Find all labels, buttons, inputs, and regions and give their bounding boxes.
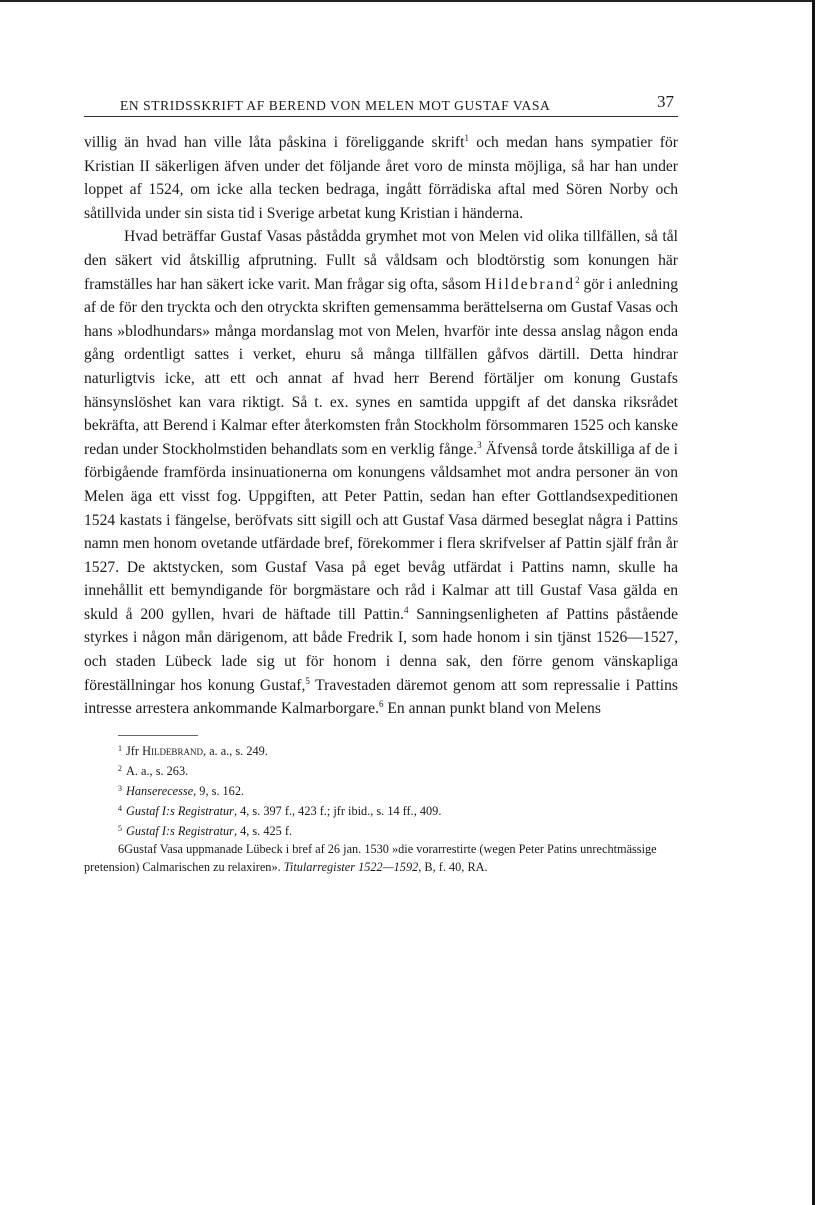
page-number: 37 [657,92,674,111]
paragraph-1: villig än hvad han ville låta påskina i föreliggande skrift$^1$ och medan hans sympatier för Kristian II säkerligen äfven under det följande året voro de minsta möjliga, så har han under loppet af 1524, om icke alla tecken bedraga, ingått förrädiska aftal med Sören Norby och såtillvida under sin sista tid i Sverige arbetat kung Kristian i händerna. [84,133,678,222]
footnote-5: $^5$ Gustaf I:s Registratur, 4, s. 425 f. [118,823,293,838]
author-name: Hildebrand [484,275,576,293]
paragraph-2: Hvad beträffar Gustaf Vasas påstådda grymhet mot von Melen vid olika tillfällen, så tål den säkert vid åtskillig afprutning. Fullt så våldsam och blodtörstig som konungen här framställes har han säkert icke varit. Man frågar sig ofta, såsom Hildebrand$^2$ gör i anledning af de för den tryckta och den otryckta skriften gemensamma berättelserna om Gustaf Vasas och hans »blodhundars» många mordanslag mot von Melen, hvarför inte dessa anslag någon enda gång ordentligt sattes i verket, ehuru så många tillfällen gåfvos därtill. Detta hindrar naturligtvis icke, att ett och annat af hvad herr Berend förtäljer om konung Gustafs hänsynslöshet kan vara riktigt. Så t. ex. synes en samtida uppgift af det danska riksrådet bekräfta, att Berend i Kalmar efter återkomsten från Stockholm försommaren 1525 och kanske redan under Stockholmstiden behandlats som en verklig fånge.$^3$ Äfvenså torde åtskilliga af de i förbigående framförda insinuationerna om konungens våldsamhet mot andra personer än von Melen äga ett visst fog. Uppgiften, att Peter Pattin, sedan han efter Gottlandsexpeditionen 1524 kastats i fängelse, beröfvats sitt sigill och att Gustaf Vasa därmed beseglat några i Pattins namn men honom ovetande utfärdade bref, förekommer i flera skrifvelser af Pattin själf från år 1527. De aktstycken, som Gustaf Vasa på eget bevåg utfärdat i Pattins namn, skulle ha innehållit ett bemyndigande för borgmästare och råd i Kalmar att till Gustaf Vasa gälda en skuld å 200 gyllen, hvari de häftade till Pattin.$^4$ Sanningsenligheten af Pattins påstående styrkes i någon mån därigenom, att både Fredrik I, som hade honom i sin tjänst 1526—1527, och staden Lübeck lade sig ut för honom i denna sak, den förre genom vänskapliga föreställningar hos konung Gustaf,$^5$ Travestaden däremot genom att som repressalie i Pattins intresse arrestera ankommande Kalmarborgare.$^6$ En annan punkt bland von Melens [84,228,678,718]
footnote-3: $^3$ Hanserecesse, 9, s. 162. [118,783,245,798]
footnote-ref-1: 1 [464,133,469,143]
header-title: EN STRIDSSKRIFT AF BEREND VON MELEN MOT GUSTAF VASA [120,98,551,113]
footnote-4: $^4$ Gustaf I:s Registratur, 4, s. 397 f., 423 f.; jfr ibid., s. 14 ff., 409. [118,803,442,818]
footnote-ref-3: 3 [477,439,482,450]
document-page [84,92,678,876]
body-text [84,131,678,721]
footnote-2: $^2$ A. a., s. 263. [118,763,189,778]
footnote-ref-6: 6 [379,699,384,710]
footnote-ref-4: 4 [403,604,409,615]
footnote-1: $^1$ Jfr Hildebrand, a. a., s. 249. [118,743,268,758]
page-right-edge [812,0,815,1205]
footnote-6: 6Gustaf Vasa uppmanade Lübeck i bref af 26 jan. 1530 »die vorarrestirte (wegen Peter Patins unrechtmässige pretension) Calmarischen zu relaxiren». Titularregister 1522—1592, B, f. 40, RA. [84,841,657,874]
footnote-ref-5: 5 [305,675,310,686]
running-header [84,92,678,117]
page-top-edge [0,0,815,2]
footnote-divider [118,735,198,736]
footnote-ref-2: 2 [575,274,580,285]
footnotes [84,740,678,876]
